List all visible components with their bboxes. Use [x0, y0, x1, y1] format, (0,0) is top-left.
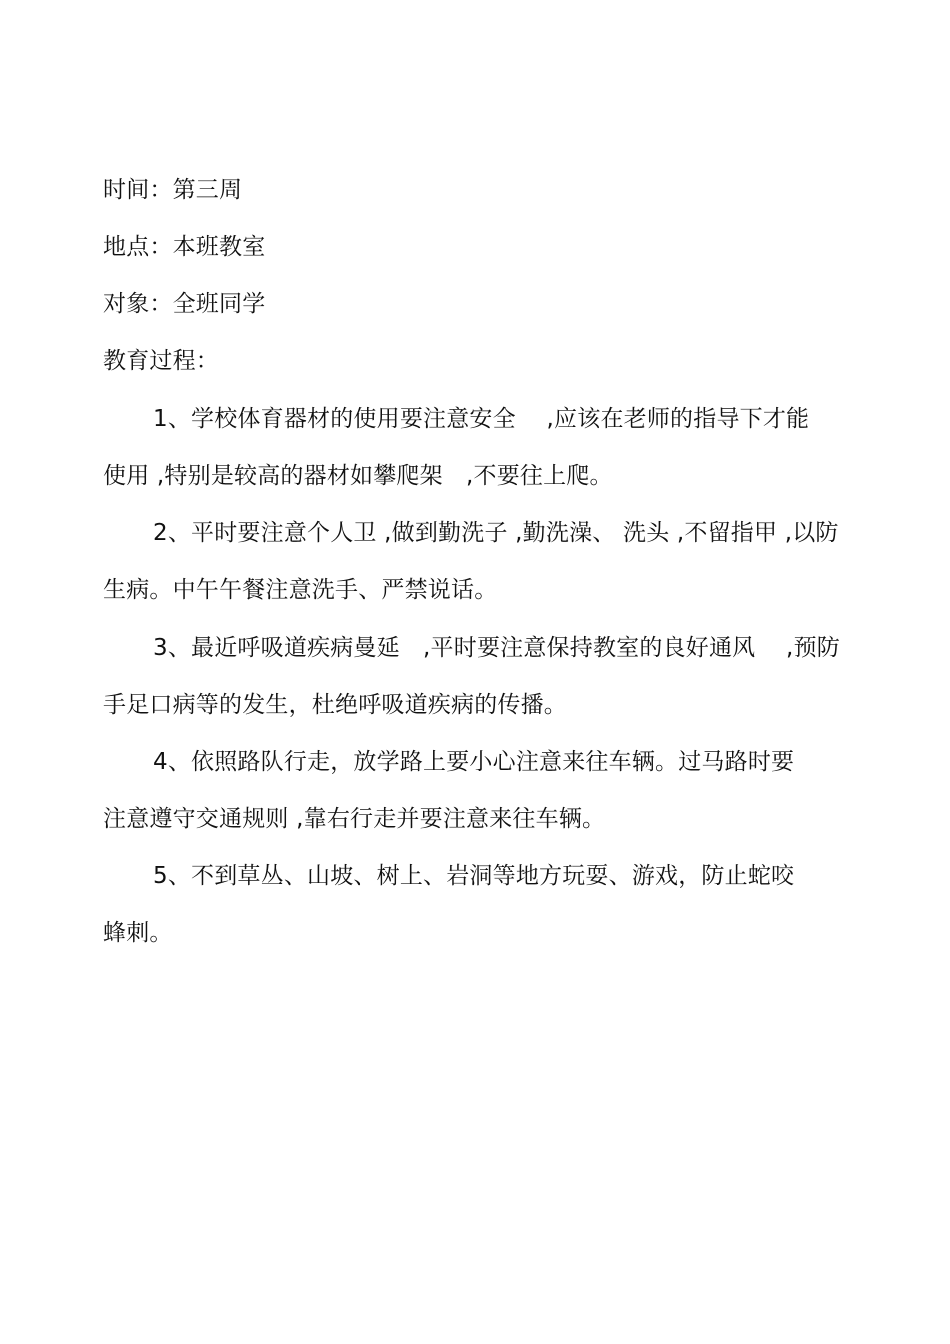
meta-time-label: 时间：	[103, 177, 173, 203]
process-heading: 教育过程：	[103, 348, 219, 374]
item-5-line-1: 5、不到草丛、山坡、树上、岩洞等地方玩耍、游戏，防止蛇咬	[153, 863, 795, 889]
meta-time	[103, 175, 242, 205]
meta-audience	[103, 289, 265, 319]
item-3-line-2: 手足口病等的发生，杜绝呼吸道疾病的传播。	[103, 692, 567, 718]
item-3-line-1: 3、最近呼吸道疾病曼延 ,平时要注意保持教室的良好通风 ,预防	[153, 635, 840, 661]
meta-time-value: 第三周	[172, 177, 243, 203]
item-2-line-1: 2、平时要注意个人卫 ,做到勤洗子 ,勤洗澡、 洗头 ,不留指甲 ,以防	[153, 520, 839, 546]
meta-location	[103, 232, 265, 262]
item-2-line-2: 生病。中午午餐注意洗手、严禁说话。	[103, 577, 498, 603]
item-4-line-2: 注意遵守交通规则 ,靠右行走并要注意来往车辆。	[103, 806, 606, 832]
item-1-line-2: 使用 ,特别是较高的器材如攀爬架 ,不要往上爬。	[103, 463, 613, 489]
meta-audience-label: 对象：	[103, 291, 173, 317]
item-4-line-1: 4、依照路队行走，放学路上要小心注意来往车辆。过马路时要	[153, 749, 795, 775]
item-1-line-1: 1、学校体育器材的使用要注意安全 ,应该在老师的指导下才能	[153, 406, 810, 432]
meta-audience-value: 全班同学	[172, 291, 266, 317]
item-5-line-2: 蜂刺。	[103, 920, 173, 946]
meta-location-label: 地点：	[103, 234, 173, 260]
meta-location-value: 本班教室	[172, 234, 266, 260]
